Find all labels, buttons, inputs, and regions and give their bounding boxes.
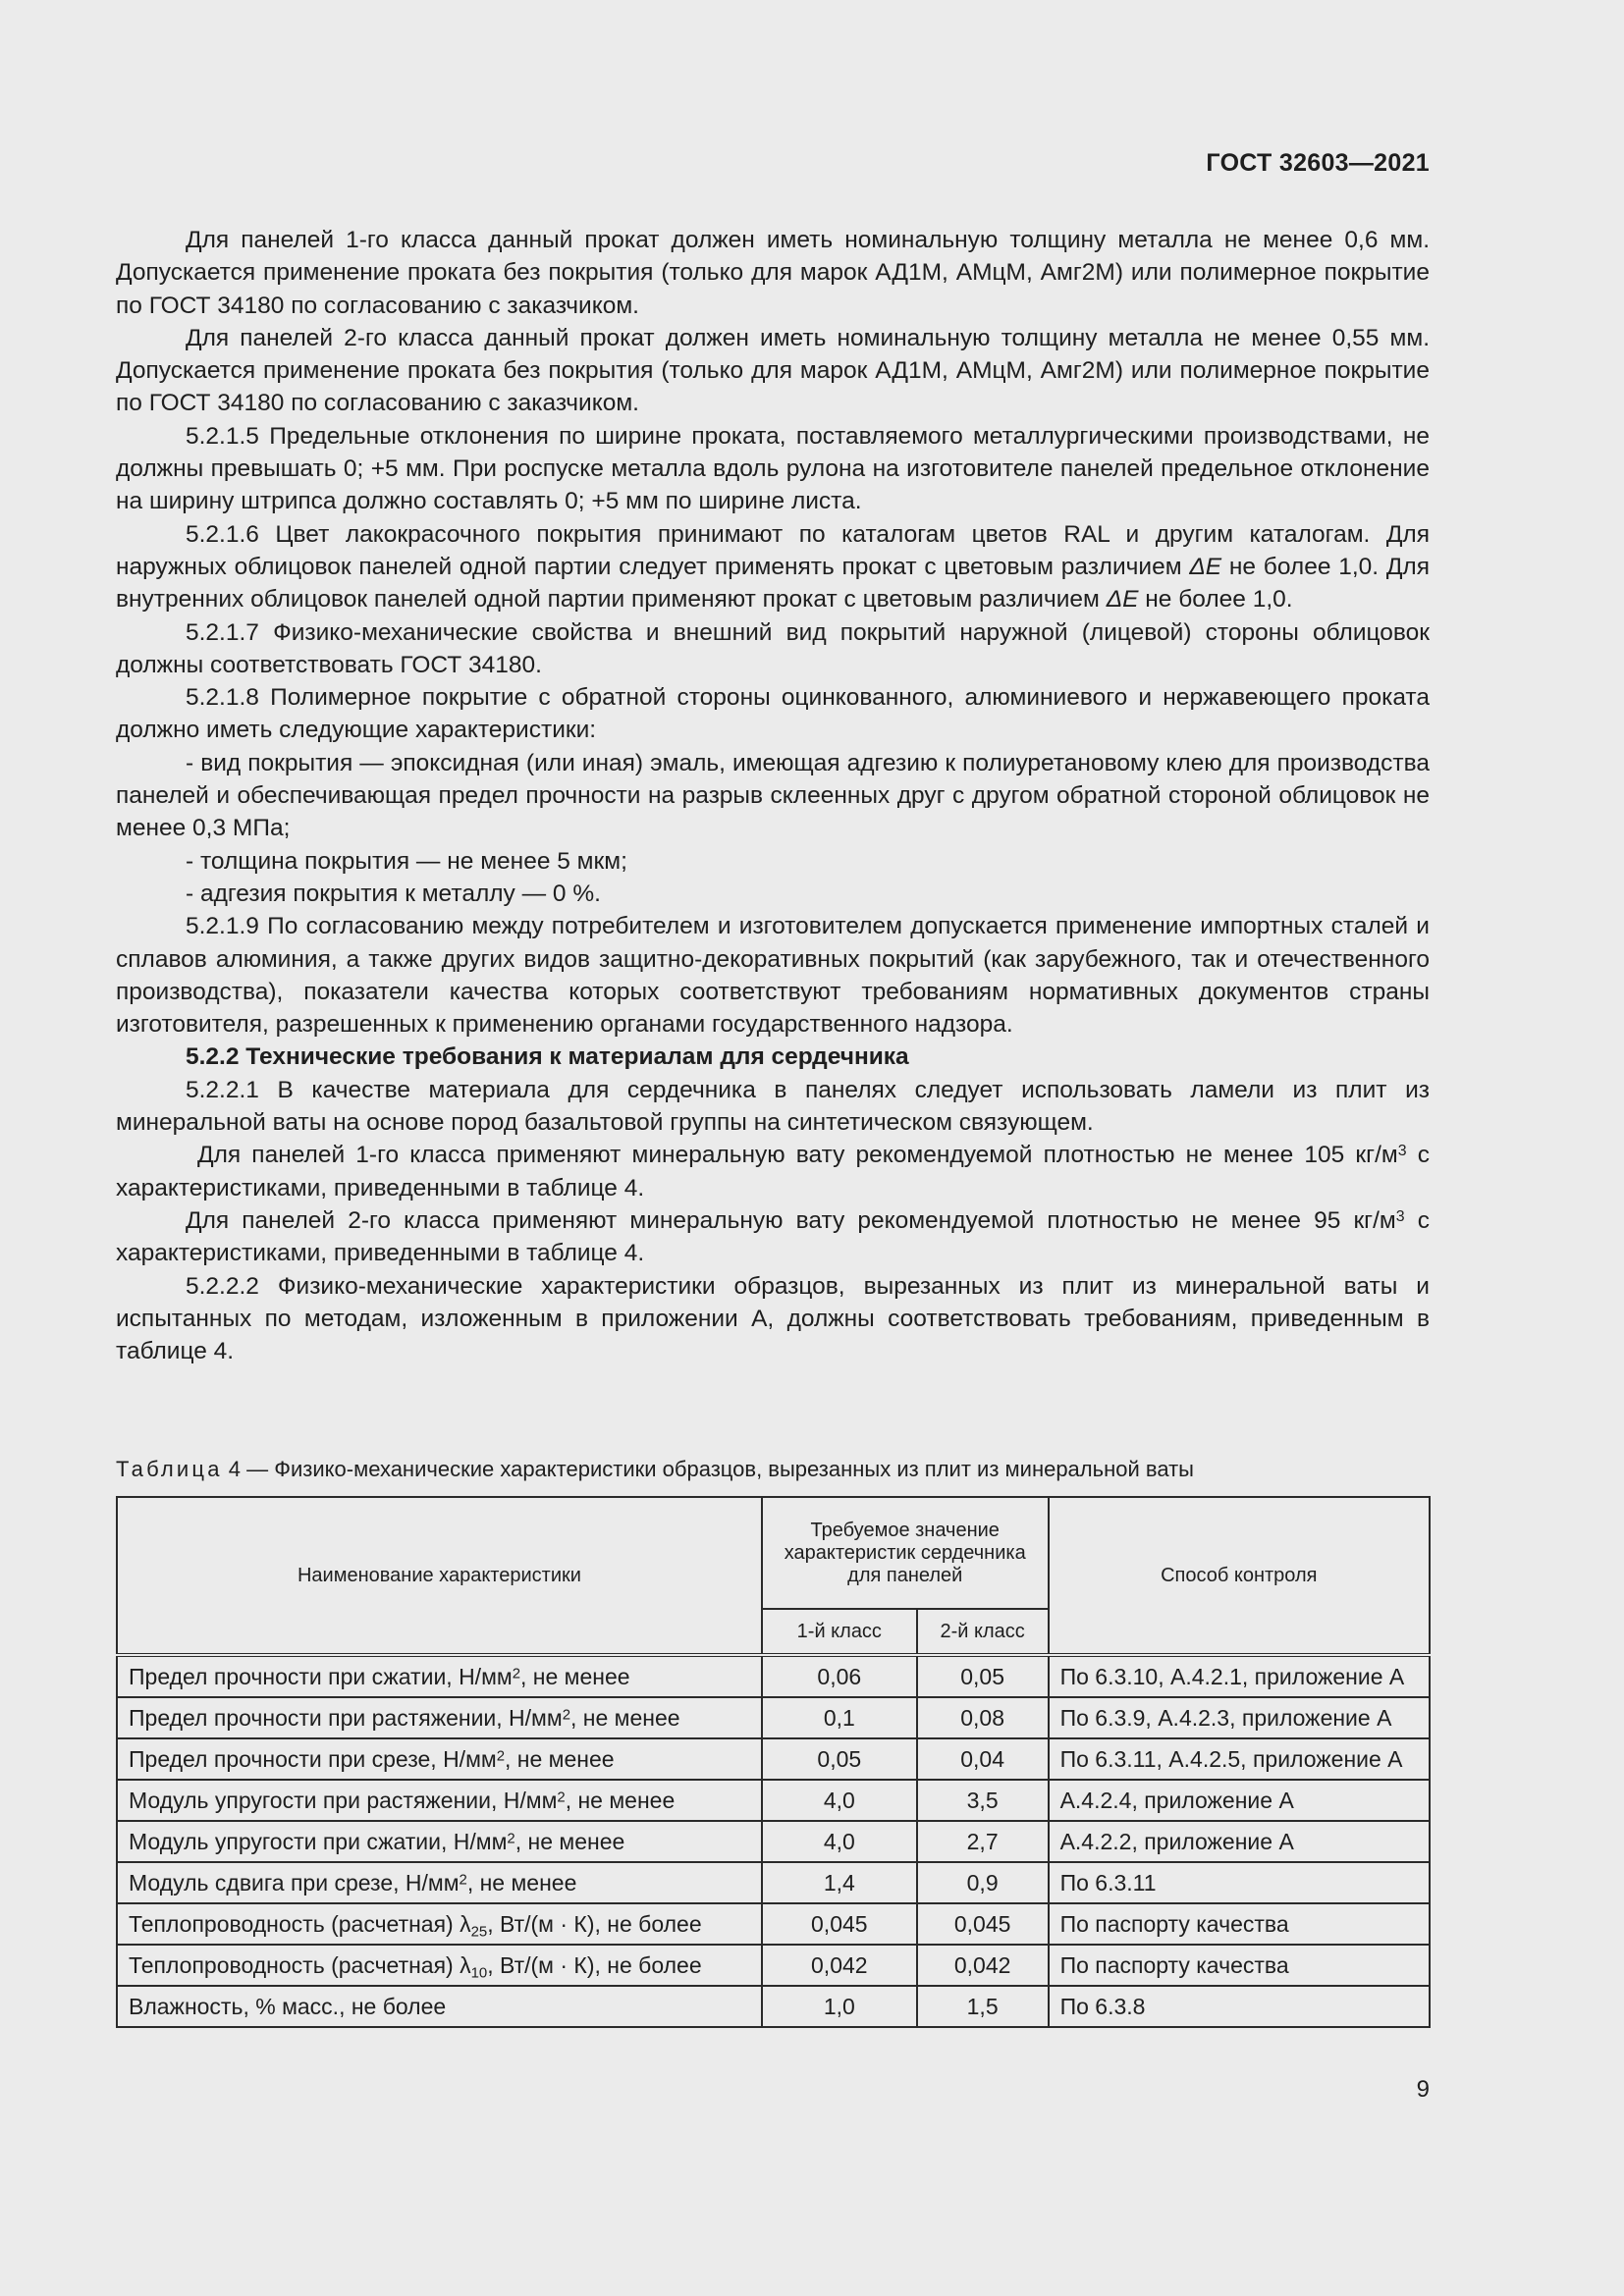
characteristics-table [116, 1496, 1431, 2028]
cell-characteristic [117, 1780, 762, 1821]
cell-characteristic [117, 1903, 762, 1945]
superscript: 3 [1395, 1207, 1405, 1225]
paragraph-5-2-1-8: 5.2.1.8 Полимерное покрытие с обратной стороны оцинкованного, алюминиевого и нержавеющего проката должно иметь следующие характеристики: [116, 684, 1430, 744]
text-span: 5.2.1.6 Цвет лакокрасочного покрытия принимают по каталогам цветов RAL и другим каталогам. Для наружных облицовок панелей одной партии следует применять прокат с цветовым различием [116, 520, 1430, 580]
text-span: , не менее [466, 1869, 577, 1896]
text-span: , не менее [570, 1704, 680, 1731]
text-span: , Вт/(м · К), не более [487, 1951, 702, 1978]
table-row [117, 1738, 1430, 1780]
table-row [117, 1986, 1430, 2027]
text-span: Модуль упругости при растяжении, Н/мм [129, 1787, 558, 1813]
cell-class-1-value: 0,045 [762, 1903, 917, 1945]
cell-class-1-value: 0,1 [762, 1697, 917, 1738]
paragraph [116, 1139, 1430, 1204]
text-span: не более 1,0. Для внутренних облицовок панелей одной партии применяют прокат с цветовым различием [116, 553, 1430, 614]
header-required-value: Требуемое значение характеристик сердечника для панелей [762, 1497, 1049, 1609]
cell-class-2-value: 0,045 [917, 1903, 1049, 1945]
table-row [117, 1655, 1430, 1697]
cell-class-1-value: 0,06 [762, 1655, 917, 1697]
cell-control-method: По 6.3.11, А.4.2.5, приложение А [1049, 1738, 1430, 1780]
text-span: , не менее [505, 1745, 615, 1772]
text-span: Предел прочности при растяжении, Н/мм [129, 1704, 563, 1731]
cell-class-1-value: 4,0 [762, 1821, 917, 1862]
paragraph-5-2-1-7: 5.2.1.7 Физико-механические свойства и внешний вид покрытий наружной (лицевой) стороны облицовок должны соответствовать ГОСТ 34180. [116, 618, 1430, 678]
text-span: Для панелей 2-го класса применяют минеральную вату рекомендуемой плотностью не менее 95 кг/м [186, 1206, 1396, 1234]
superscript: 3 [1397, 1143, 1407, 1160]
cell-class-2-value: 0,042 [917, 1945, 1049, 1986]
superscript: 2 [562, 1705, 570, 1723]
table-body [117, 1655, 1430, 2027]
superscript: 2 [459, 1870, 467, 1888]
cell-control-method: По 6.3.11 [1049, 1862, 1430, 1903]
paragraph [116, 1204, 1430, 1270]
cell-class-2-value: 0,05 [917, 1655, 1049, 1697]
page-number: 9 [1416, 2076, 1430, 2103]
cell-class-2-value: 2,7 [917, 1821, 1049, 1862]
table-row [117, 1821, 1430, 1862]
subscript: 10 [470, 1963, 488, 1981]
text-span: , не менее [520, 1663, 630, 1689]
cell-class-2-value: 1,5 [917, 1986, 1049, 2027]
cell-class-2-value: 0,04 [917, 1738, 1049, 1780]
paragraph-5-2-2-1: 5.2.2.1 В качестве материала для сердечника в панелях следует использовать ламели из плит из минеральной ваты на основе пород базальтовой группы на синтетическом связующем. [116, 1076, 1430, 1137]
header-name: Наименование характеристики [117, 1497, 762, 1655]
cell-characteristic [117, 1697, 762, 1738]
table-row [117, 1945, 1430, 1986]
header-class-2: 2-й класс [917, 1609, 1049, 1655]
table-row [117, 1862, 1430, 1903]
paragraph-5-2-1-6 [116, 518, 1430, 616]
cell-class-1-value: 1,4 [762, 1862, 917, 1903]
cell-characteristic [117, 1821, 762, 1862]
cell-characteristic [117, 1862, 762, 1903]
paragraph-5-2-1-5: 5.2.1.5 Предельные отклонения по ширине проката, поставляемого металлургическими производствами, не должны превышать 0; +5 мм. При роспуске металла вдоль рулона на изготовителе панелей предельное отклонение на ширину штрипса должно составлять 0; +5 мм по ширине листа. [116, 422, 1430, 515]
header-class-1: 1-й класс [762, 1609, 917, 1655]
text-span: не более 1,0. [1138, 586, 1293, 614]
text-span: Модуль сдвига при срезе, Н/мм [129, 1869, 460, 1896]
cell-control-method: А.4.2.4, приложение А [1049, 1780, 1430, 1821]
cell-control-method: По паспорту качества [1049, 1903, 1430, 1945]
section-heading: 5.2.2 Технические требования к материалам для сердечника [186, 1043, 909, 1071]
cell-characteristic [117, 1738, 762, 1780]
text-span: Влажность, % масс., не более [129, 1993, 447, 2019]
cell-characteristic [117, 1945, 762, 1986]
subscript: 25 [470, 1922, 488, 1940]
text-span: Для панелей 1-го класса применяют минеральную вату рекомендуемой плотностью не менее 105 кг/м [197, 1142, 1398, 1169]
paragraph-5-2-1-9: 5.2.1.9 По согласованию между потребителем и изготовителем допускается применение импортных сталей и сплавов алюминия, а также других видов защитно-декоративных покрытий (как зарубежного, так и отечественного производства), показатели качества которых соответствуют требованиям нормативных документов страны изготовителя, разрешенных к применению органами государственного надзора. [116, 913, 1430, 1039]
cell-class-2-value: 0,9 [917, 1862, 1049, 1903]
header-control-method: Способ контроля [1049, 1497, 1430, 1655]
table-row [117, 1780, 1430, 1821]
superscript: 2 [496, 1746, 506, 1764]
cell-characteristic [117, 1655, 762, 1697]
cell-class-1-value: 0,042 [762, 1945, 917, 1986]
cell-control-method: По паспорту качества [1049, 1945, 1430, 1986]
cell-control-method: По 6.3.9, А.4.2.3, приложение А [1049, 1697, 1430, 1738]
text-span: Модуль упругости при сжатии, Н/мм [129, 1828, 508, 1854]
document-code: ГОСТ 32603—2021 [1206, 149, 1430, 177]
cell-control-method: По 6.3.8 [1049, 1986, 1430, 2027]
delta-e-symbol: ΔE [1189, 553, 1222, 580]
text-span: , не менее [514, 1828, 625, 1854]
text-span: , Вт/(м · К), не более [487, 1910, 702, 1937]
list-item: - толщина покрытия — не менее 5 мкм; [186, 847, 627, 875]
table-row [117, 1903, 1430, 1945]
body-text [116, 224, 1430, 1367]
paragraph: Для панелей 1-го класса данный прокат должен иметь номинальную толщину металла не менее 0,6 мм. Допускается применение проката без покрытия (только для марок АД1М, АМцМ, Амг2М) или полимерное покрытие по ГОСТ 34180 по согласованию с заказчиком. [116, 227, 1430, 319]
table-caption-label: Таблица [116, 1457, 223, 1481]
text-span: Теплопроводность (расчетная) λ [129, 1951, 471, 1978]
list-item: - адгезия покрытия к металлу — 0 %. [186, 880, 601, 907]
cell-characteristic [117, 1986, 762, 2027]
text-span: Предел прочности при сжатии, Н/мм [129, 1663, 513, 1689]
text-span: с характеристиками, приведенными в таблице 4. [116, 1206, 1430, 1267]
superscript: 2 [512, 1664, 521, 1682]
text-span: Предел прочности при срезе, Н/мм [129, 1745, 497, 1772]
superscript: 2 [557, 1788, 566, 1805]
cell-control-method: А.4.2.2, приложение А [1049, 1821, 1430, 1862]
text-span: Теплопроводность (расчетная) λ [129, 1910, 471, 1937]
superscript: 2 [507, 1829, 515, 1846]
text-span: , не менее [565, 1787, 676, 1813]
delta-e-symbol: ΔE [1106, 586, 1139, 614]
table-caption [116, 1455, 1432, 1484]
text-span: с характеристиками, приведенными в таблице 4. [116, 1142, 1430, 1201]
list-item: - вид покрытия — эпоксидная (или иная) эмаль, имеющая адгезию к полиуретановому клею для производства панелей и обеспечивающая предел прочности на разрыв склеенных друг с другом обратной стороной облицовок не менее 0,3 МПа; [116, 749, 1430, 842]
cell-class-1-value: 1,0 [762, 1986, 917, 2027]
cell-class-1-value: 0,05 [762, 1738, 917, 1780]
table-caption-text: 4 — Физико-механические характеристики образцов, вырезанных из плит из минеральной ваты [222, 1457, 1194, 1481]
cell-class-2-value: 0,08 [917, 1697, 1049, 1738]
table-row [117, 1697, 1430, 1738]
cell-class-2-value: 3,5 [917, 1780, 1049, 1821]
paragraph: Для панелей 2-го класса данный прокат должен иметь номинальную толщину металла не менее 0,55 мм. Допускается применение проката без покрытия (только для марок АД1М, АМцМ, Амг2М) или полимерное покрытие по ГОСТ 34180 по согласованию с заказчиком. [116, 324, 1430, 417]
paragraph-5-2-2-2: 5.2.2.2 Физико-механические характеристики образцов, вырезанных из плит из минеральной ваты и испытанных по методам, изложенным в приложении А, должны соответствовать требованиям, приведенным в таблице 4. [116, 1272, 1430, 1365]
cell-class-1-value: 4,0 [762, 1780, 917, 1821]
cell-control-method: По 6.3.10, А.4.2.1, приложение А [1049, 1655, 1430, 1697]
